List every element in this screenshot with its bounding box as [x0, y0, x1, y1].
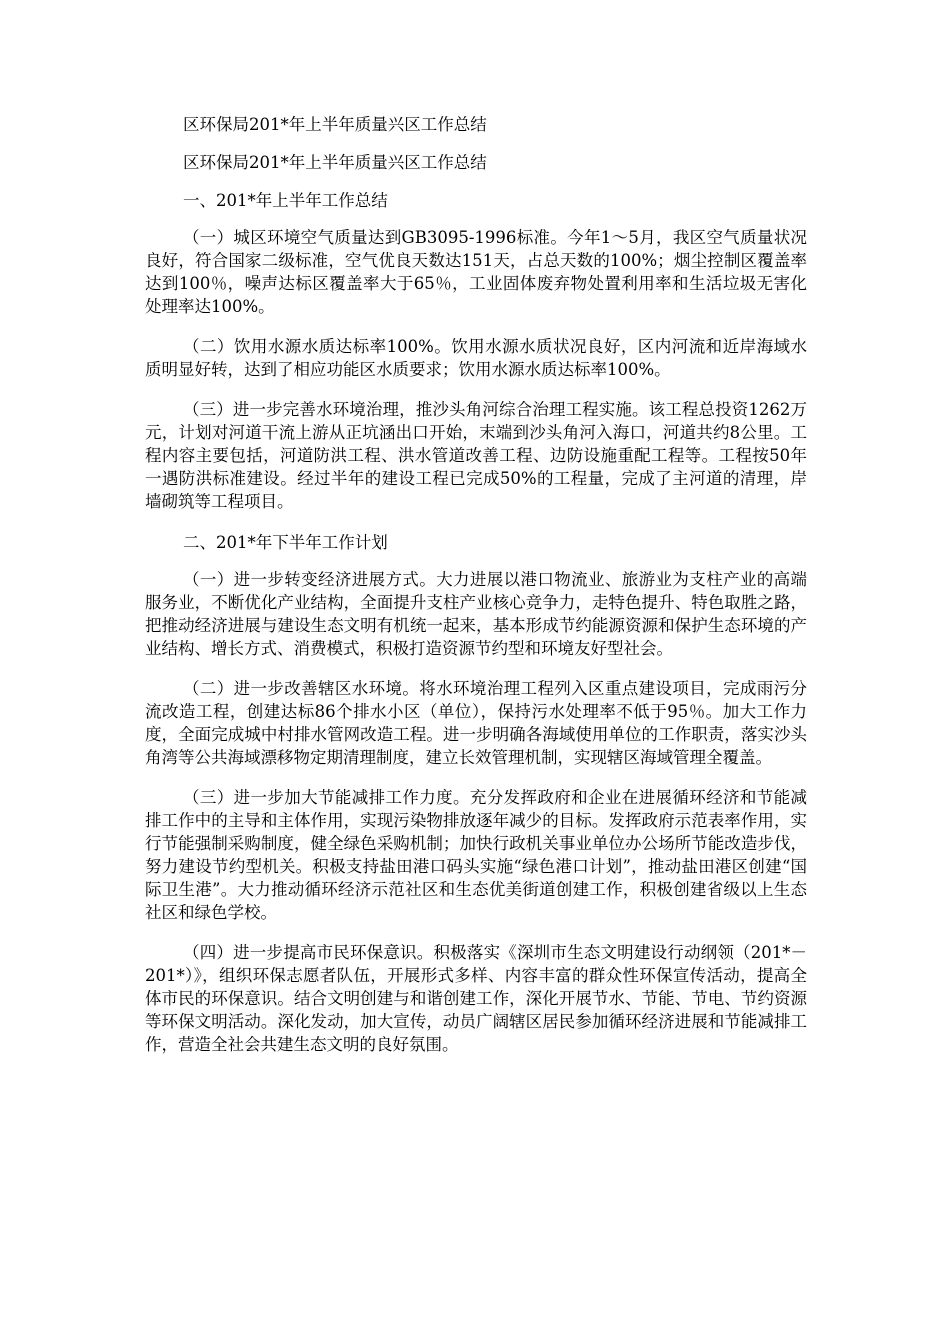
section-heading-1: 一、201*年上半年工作总结: [183, 191, 388, 210]
section-heading-2: 二、201*年下半年工作计划: [183, 533, 388, 552]
document-page: [145, 112, 807, 1073]
paragraph: （三）进一步完善水环境治理，推沙头角河综合治理工程实施。该工程总投资1262万元，计划对河道干流上游从正坑涵出口开始，末端到沙头角河入海口，河道共约8公里。工程内容主要包括，河道防洪工程、洪水管道改善工程、边防设施重配工程等。工程按50年一遇防洪标准建设。经过半年的建设工程已完成50%的工程量，完成了主河道的清理，岸墙砌筑等工程项目。: [145, 400, 807, 511]
paragraph: （二）饮用水源水质达标率100%。饮用水源水质状况良好，区内河流和近岸海域水质明显好转，达到了相应功能区水质要求；饮用水源水质达标率100%。: [145, 337, 807, 379]
paragraph: （二）进一步改善辖区水环境。将水环境治理工程列入区重点建设项目，完成雨污分流改造工程，创建达标86个排水小区（单位），保持污水处理率不低于95％。加大工作力度，全面完成城中村排水管网改造工程。进一步明确各海域使用单位的工作职责，落实沙头角湾等公共海域漂移物定期清理制度，建立长效管理机制，实现辖区海域管理全覆盖。: [145, 679, 807, 767]
paragraph: （四）进一步提高市民环保意识。积极落实《深圳市生态文明建设行动纲领（201*－201*）》，组织环保志愿者队伍，开展形式多样、内容丰富的群众性环保宣传活动，提高全体市民的环保意识。结合文明创建与和谐创建工作，深化开展节水、节能、节电、节约资源等环保文明活动。深化发动，加大宣传，动员广阔辖区居民参加循环经济进展和节能减排工作，营造全社会共建生态文明的良好氛围。: [145, 943, 807, 1054]
paragraph: （三）进一步加大节能减排工作力度。充分发挥政府和企业在进展循环经济和节能减排工作中的主导和主体作用，实现污染物排放逐年减少的目标。发挥政府示范表率作用，实行节能强制采购制度，健全绿色采购机制；加快行政机关事业单位办公场所节能改造步伐，努力建设节约型机关。积极支持盐田港口码头实施“绿色港口计划”，推动盐田港区创建“国际卫生港”。大力推动循环经济示范社区和生态优美街道创建工作，积极创建省级以上生态社区和绿色学校。: [145, 788, 807, 922]
paragraph: （一）城区环境空气质量达到GB3095-1996标准。今年1～5月，我区空气质量状况良好，符合国家二级标准，空气优良天数达151天，占总天数的100%；烟尘控制区覆盖率达到100％，噪声达标区覆盖率大于65％，工业固体废弃物处置利用率和生活垃圾无害化处理率达100%。: [145, 228, 807, 316]
document-subtitle: 区环保局201*年上半年质量兴区工作总结: [183, 153, 487, 172]
paragraph: （一）进一步转变经济进展方式。大力进展以港口物流业、旅游业为支柱产业的高端服务业，不断优化产业结构，全面提升支柱产业核心竞争力，走特色提升、特色取胜之路，把推动经济进展与建设生态文明有机统一起来，基本形成节约能源资源和保护生态环境的产业结构、增长方式、消费模式，积极打造资源节约型和环境友好型社会。: [145, 570, 807, 658]
document-title: 区环保局201*年上半年质量兴区工作总结: [183, 115, 487, 134]
